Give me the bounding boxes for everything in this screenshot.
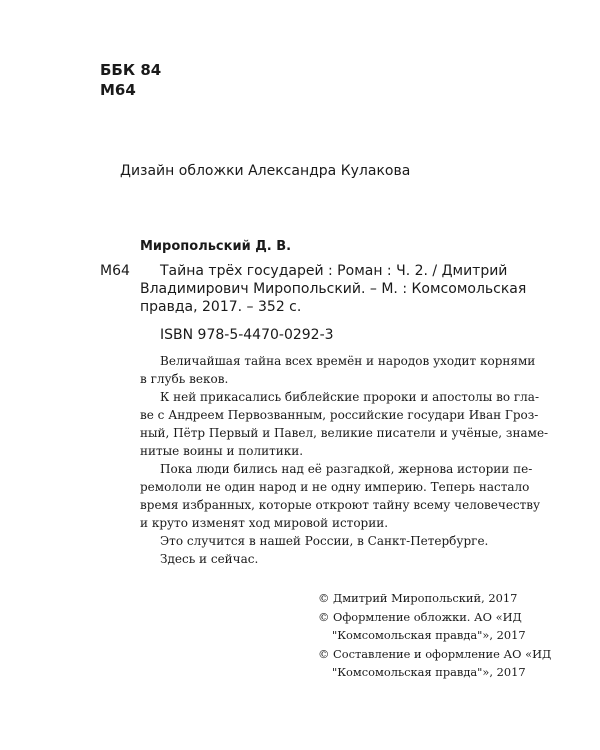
copyright-block [318,589,552,682]
catalog-description [140,262,527,316]
copyright-line: © Составление и оформление АО «ИД [318,646,552,661]
annotation-line: Это случится в нашей России, в Санкт-Петербурге. [160,534,489,548]
annotation-line: время избранных, которые откроют тайну всему человечеству [140,498,541,512]
annotation-line: Здесь и сейчас. [160,552,259,566]
annotation-line: в глубь веков. [140,372,229,386]
bbk-block [100,60,161,100]
bbk-code: ББК 84 [100,61,162,79]
copyright-line: "Комсомольская правда"», 2017 [332,665,526,679]
catalog-line: Тайна трёх государей : Роман : Ч. 2. / Дмитрий [160,263,508,279]
copyright-line: © Дмитрий Миропольский, 2017 [318,591,518,605]
annotation-line: К ней прикасались библейские пророки и апостолы во гла- [160,390,540,404]
annotation-line: ве с Андреем Первозванным, российские государи Иван Гроз- [140,408,539,422]
annotation-line: Пока люди бились над её разгадкой, жернова истории пе- [160,462,533,476]
annotation [140,352,549,568]
author-heading: Миропольский Д. В. [140,239,292,254]
annotation-line: нитые воины и политики. [140,444,304,458]
isbn: ISBN 978-5-4470-0292-3 [160,327,334,343]
cover-design-credit: Дизайн обложки Александра Кулакова [120,163,411,179]
annotation-line: ный, Пётр Первый и Павел, великие писатели и учёные, знаме- [140,426,549,440]
catalog-code: М64 [100,263,130,279]
annotation-line: ремололи не один народ и не одну империю. Теперь настало [140,480,530,494]
copyright-line: © Оформление обложки. АО «ИД [318,609,522,624]
annotation-line: и круто изменят ход мировой истории. [140,516,389,530]
copyright-line: "Комсомольская правда"», 2017 [332,628,526,642]
author-mark-code: М64 [100,81,136,99]
catalog-line: правда, 2017. – 352 с. [140,299,302,315]
annotation-line: Величайшая тайна всех времён и народов уходит корнями [160,354,536,368]
catalog-line: Владимирович Миропольский. – М. : Комсомольская [140,281,527,297]
